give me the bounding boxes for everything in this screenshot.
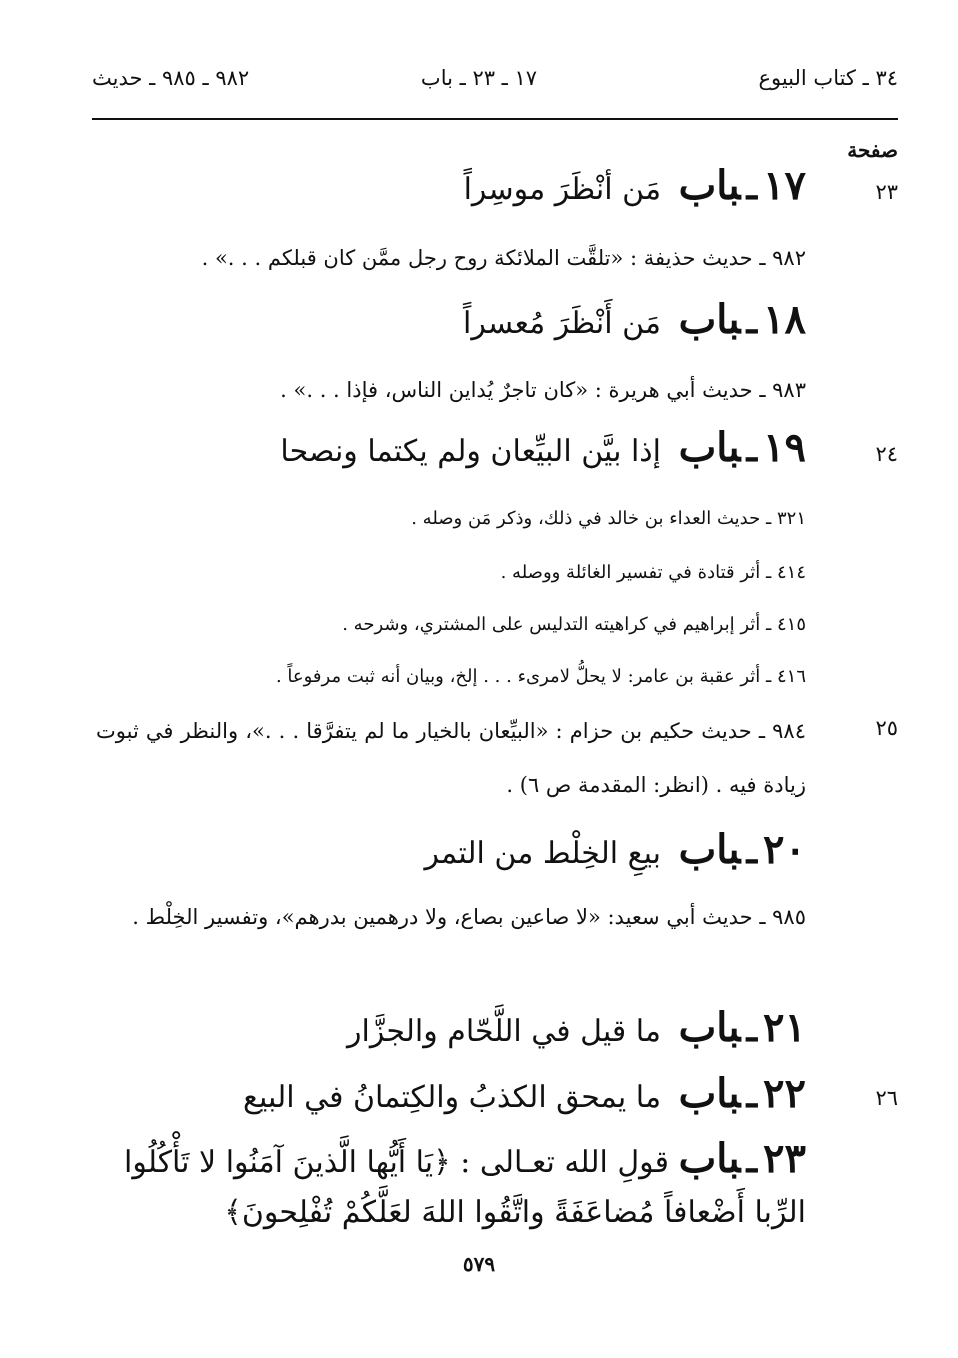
chapter-dash: ـ (746, 1074, 758, 1116)
chapter-dash: ـ (746, 1008, 758, 1050)
hadith-983: ٩٨٣ ـ حديث أبي هريرة : «كان تاجرٌ يُداين الناس، فإذا . . .» . (280, 378, 806, 402)
chapter-number: ٢١ (763, 1004, 806, 1051)
running-header-hadiths: ٩٨٢ ـ ٩٨٥ ـ حديث (92, 66, 250, 90)
chapter-dash: ـ (746, 166, 758, 208)
chapter-title: قولِ الله تعـالى : ﴿يَا أَيُّها الَّذينَ آمَنُوا لا تَأْكُلُوا الرِّبا أَضْعافاً مُضاعَفَةً واتَّقُوا اللهَ لعَلَّكُمْ تُفْلِحونَ﴾ (123, 1145, 806, 1230)
chapter-number: ٢٣ (763, 1135, 806, 1182)
page-ref-23: ٢٣ (875, 180, 898, 204)
hadith-982: ٩٨٢ ـ حديث حذيفة : «تلقَّت الملائكة روح رجل ممَّن كان قبلكم . . .» . (201, 246, 806, 270)
chapter-19-heading (280, 424, 806, 471)
chapter-dash: ـ (746, 830, 758, 872)
bab-word: باب (678, 1135, 741, 1182)
chapter-title: مَن أنْظَرَ موسِراً (463, 172, 662, 207)
page-ref-25: ٢٥ (875, 716, 898, 740)
chapter-number: ١٩ (763, 424, 806, 471)
chapter-number: ١٧ (763, 162, 806, 209)
chapter-17-heading (464, 162, 806, 209)
hadith-985: ٩٨٥ ـ حديث أبي سعيد: «لا صاعين بصاع، ولا درهمين بدرهم»، وتفسير الخِلْط . (132, 905, 806, 929)
chapter-dash: ـ (746, 1139, 758, 1181)
chapter-21-heading (347, 1004, 806, 1051)
bab-word: باب (678, 1070, 741, 1117)
chapter-number: ٢٠ (763, 826, 806, 873)
athar-415: ٤١٥ ـ أثر إبراهيم في كراهيته التدليس على المشتري، وشرحه . (342, 614, 806, 635)
chapter-number: ٢٢ (763, 1070, 806, 1117)
chapter-title: ما قيل في اللَّحّام والجزَّار (347, 1014, 662, 1049)
chapter-title: إذا بيَّن البيِّعان ولم يكتما ونصحا (280, 434, 662, 469)
page-column-label: صفحة (847, 138, 898, 162)
chapter-title: ما يمحق الكذبُ والكِتمانُ في البيع (243, 1080, 662, 1115)
chapter-23-heading (96, 1134, 806, 1238)
bab-word: باب (678, 1004, 741, 1051)
chapter-22-heading (243, 1070, 806, 1117)
chapter-20-heading (424, 826, 806, 873)
chapter-title: مَن أَنْظَرَ مُعسراً (462, 306, 662, 341)
chapter-dash: ـ (746, 428, 758, 470)
bab-word: باب (678, 162, 741, 209)
bab-word: باب (678, 826, 741, 873)
chapter-number: ١٨ (763, 296, 806, 343)
running-header-chapters: ١٧ ـ ٢٣ ـ باب (420, 66, 538, 90)
running-header-book: ٣٤ ـ كتاب البيوع (758, 66, 898, 90)
page-number: ٥٧٩ (462, 1252, 496, 1276)
hadith-984: ٩٨٤ ـ حديث حكيم بن حزام : «البيِّعان بالخيار ما لم يتفرَّقا . . .»، والنظر في ثبوت زيادة فيه . (انظر: المقدمة ص ٦) . (96, 719, 806, 797)
athar-414: ٤١٤ ـ أثر قتادة في تفسير الغائلة ووصله . (500, 562, 806, 583)
chapter-18-heading (463, 296, 806, 343)
page-ref-26: ٢٦ (875, 1086, 898, 1110)
chapter-title: بيعِ الخِلْط من التمر (424, 836, 662, 871)
header-rule (92, 118, 898, 120)
hadith-321: ٣٢١ ـ حديث العداء بن خالد في ذلك، وذكر مَن وصله . (411, 508, 806, 529)
bab-word: باب (678, 296, 741, 343)
chapter-dash: ـ (746, 300, 758, 342)
athar-416: ٤١٦ ـ أثر عقبة بن عامر: لا يحلُّ لامرىء . . . إلخ، وبيان أنه ثبت مرفوعاً . (275, 666, 806, 687)
bab-word: باب (678, 424, 741, 471)
page-ref-24: ٢٤ (875, 442, 898, 466)
